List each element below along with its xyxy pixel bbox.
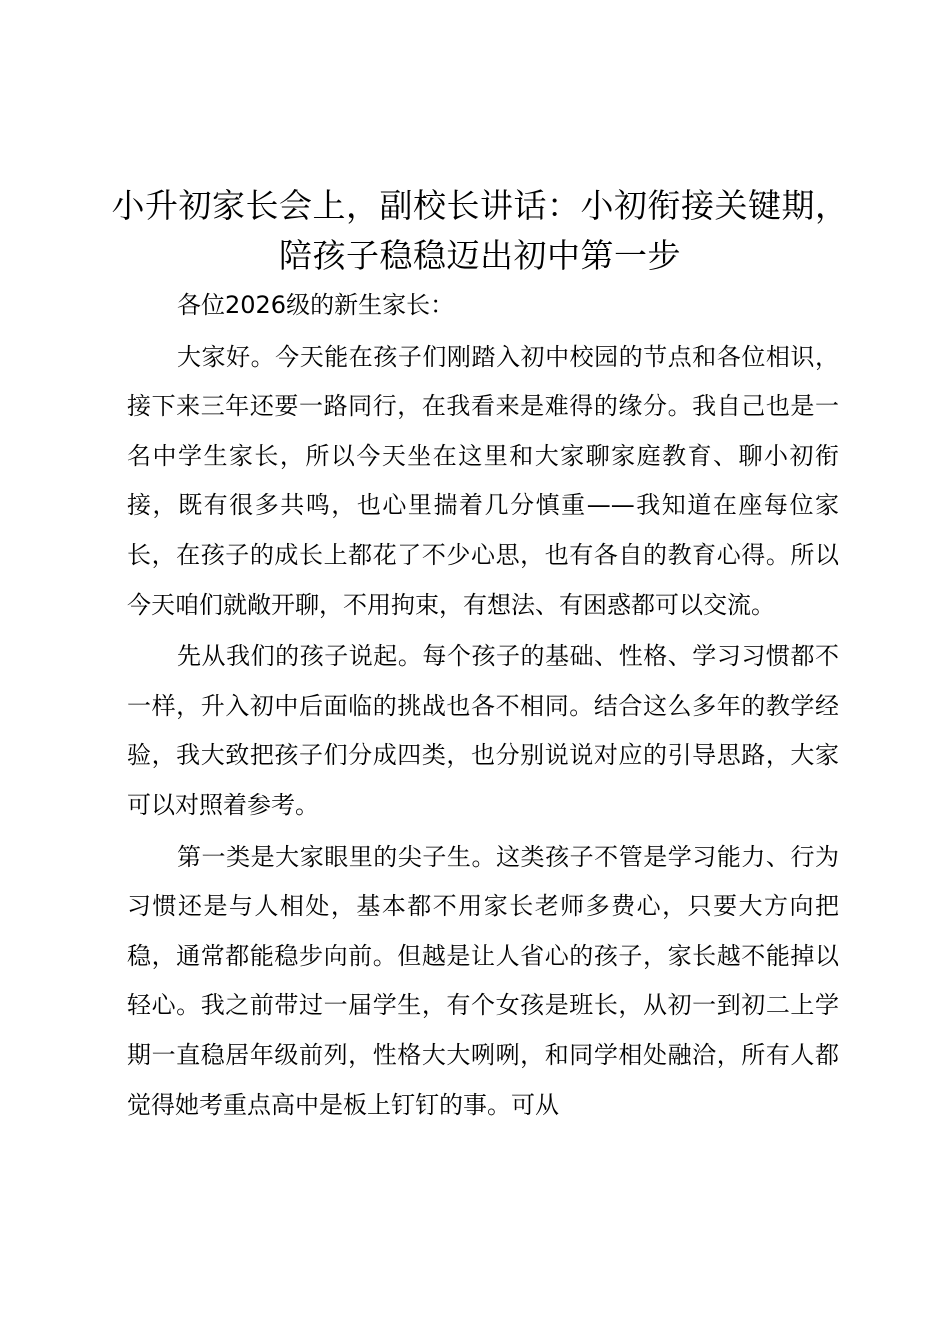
body-paragraph: 先从我们的孩子说起。每个孩子的基础、性格、学习习惯都不一样，升入初中后面临的挑战也各不相同。结合这么多年的教学经验，我大致把孩子们分成四类，也分别说说对应的引导思路，大家可以对照着参考。	[127, 642, 839, 819]
document-title: 小升初家长会上，副校长讲话：小初衔接关键期，陪孩子稳稳迈出初中第一步	[111, 186, 849, 275]
body-paragraph: 大家好。今天能在孩子们刚踏入初中校园的节点和各位相识，接下来三年还要一路同行，在我看来是难得的缘分。我自己也是一名中学生家长，所以今天坐在这里和大家聊家庭教育、聊小初衔接，既有很多共鸣，也心里揣着几分慎重——我知道在座每位家长，在孩子的成长上都花了不少心思，也有各自的教育心得。所以今天咱们就敞开聊，不用拘束，有想法、有困惑都可以交流。	[127, 342, 839, 619]
document-body	[127, 281, 839, 1130]
body-paragraph: 第一类是大家眼里的尖子生。这类孩子不管是学习能力、行为习惯还是与人相处，基本都不用家长老师多费心，只要大方向把稳，通常都能稳步向前。但越是让人省心的孩子，家长越不能掉以轻心。我之前带过一届学生，有个女孩是班长，从初一到初二上学期一直稳居年级前列，性格大大咧咧，和同学相处融洽，所有人都觉得她考重点高中是板上钉钉的事。可从	[127, 842, 839, 1119]
salutation-paragraph: 各位2026级的新生家长：	[177, 291, 455, 319]
